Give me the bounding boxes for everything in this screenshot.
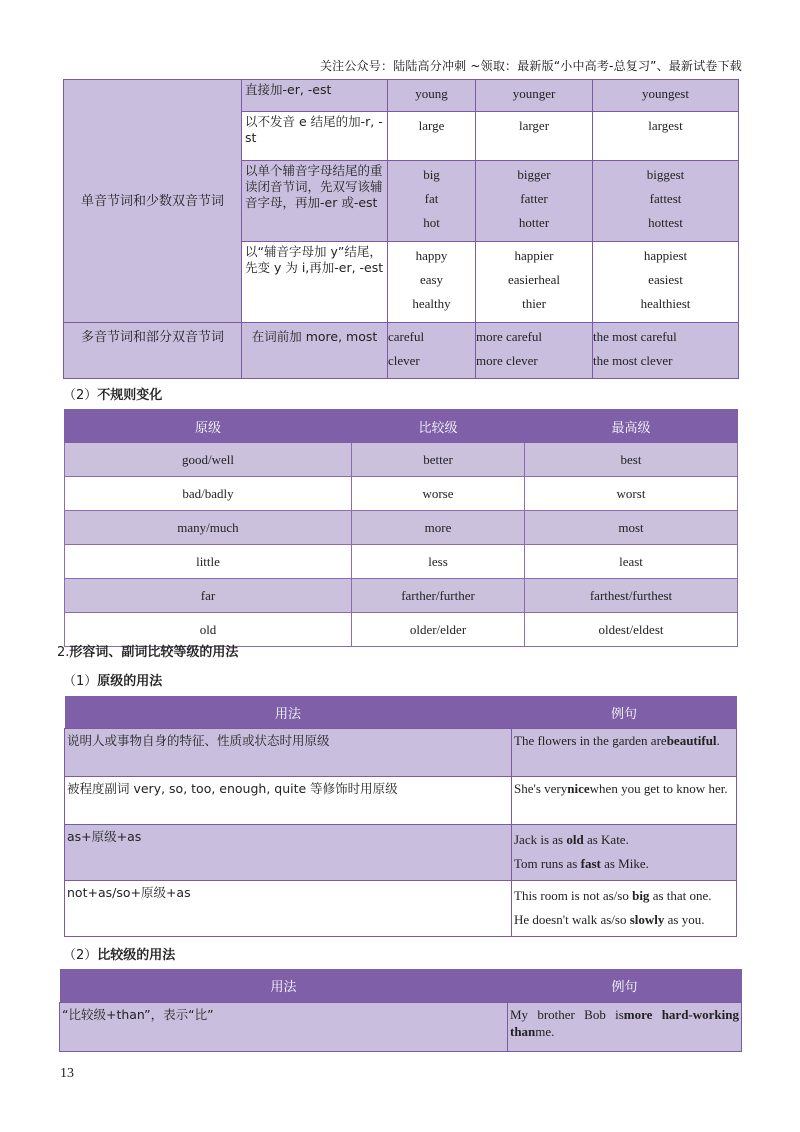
table-cell: many/much: [65, 511, 352, 545]
column-header: 最高级: [525, 410, 738, 443]
column-header: 用法: [65, 696, 512, 729]
usage-cell: 说明人或事物自身的特征、性质或状态时用原级: [65, 729, 512, 777]
section-heading-usage: 2.形容词、副词比较等级的用法: [57, 645, 239, 660]
example-cell: This room is not as/so big as that one. He doesn't walk as/so slowly as you.: [512, 881, 737, 937]
example-cell: Jack is as old as Kate. Tom runs as fast as Mike.: [512, 825, 737, 881]
regular-forms-table: [63, 79, 739, 379]
page-number: 13: [60, 1066, 74, 1081]
section-heading-comparative: （2）比较级的用法: [63, 948, 176, 963]
table-cell: better: [352, 443, 525, 477]
positive-usage-table: [64, 696, 737, 937]
column-header: 原级: [65, 410, 352, 443]
section-heading-positive: （1）原级的用法: [63, 674, 163, 689]
usage-cell: as+原级+as: [65, 825, 512, 881]
table-row: [65, 477, 738, 511]
table-cell: best: [525, 443, 738, 477]
table-cell: farthest/furthest: [525, 579, 738, 613]
section-heading-irregular: （2）不规则变化: [63, 388, 163, 403]
superlative-cell: largest: [593, 112, 739, 161]
irregular-forms-table: [64, 409, 738, 647]
rule-cell: 以单个辅音字母结尾的重读闭音节词，先双写该辅音字母，再加-er 或-est: [242, 161, 388, 242]
table-cell: old: [65, 613, 352, 647]
group-label-monosyllabic: 单音节词和少数双音节词: [64, 80, 242, 323]
rule-cell: 直接加-er, -est: [242, 80, 388, 112]
table-cell: worse: [352, 477, 525, 511]
rule-cell: 以“辅音字母加 y”结尾，先变 y 为 i,再加-er, -est: [242, 242, 388, 323]
base-cell: careful clever: [388, 323, 476, 379]
table-header-row: [60, 969, 742, 1003]
example-cell: My brother Bob ismore hard-working thanme.: [508, 1003, 742, 1052]
base-cell: big fat hot: [388, 161, 476, 242]
example-cell: She's verynicewhen you get to know her.: [512, 777, 737, 825]
usage-cell: 被程度副词 very, so, too, enough, quite 等修饰时用原级: [65, 777, 512, 825]
table-header-row: [65, 410, 738, 443]
table-row: [64, 80, 739, 112]
table-header-row: [65, 696, 737, 729]
table-cell: far: [65, 579, 352, 613]
table-cell: less: [352, 545, 525, 579]
table-row: [65, 777, 737, 825]
table-cell: more: [352, 511, 525, 545]
group-label-polysyllabic: 多音节词和部分双音节词: [64, 323, 242, 379]
table-cell: farther/further: [352, 579, 525, 613]
table-row: [65, 729, 737, 777]
table-row: [60, 1003, 742, 1052]
usage-cell: not+as/so+原级+as: [65, 881, 512, 937]
superlative-cell: biggest fattest hottest: [593, 161, 739, 242]
base-cell: young: [388, 80, 476, 112]
superlative-cell: the most careful the most clever: [593, 323, 739, 379]
table-cell: little: [65, 545, 352, 579]
comparative-cell: happier easierheal thier: [476, 242, 593, 323]
comparative-cell: bigger fatter hotter: [476, 161, 593, 242]
table-cell: oldest/eldest: [525, 613, 738, 647]
column-header: 用法: [60, 969, 508, 1003]
comparative-cell: more careful more clever: [476, 323, 593, 379]
page-header: 关注公众号：陆陆高分冲刺 ~领取：最新版“小中高考-总复习”、最新试卷下载: [319, 59, 742, 73]
column-header: 比较级: [352, 410, 525, 443]
table-cell: bad/badly: [65, 477, 352, 511]
column-header: 例句: [512, 696, 737, 729]
superlative-cell: youngest: [593, 80, 739, 112]
column-header: 例句: [508, 969, 742, 1003]
comparative-cell: larger: [476, 112, 593, 161]
table-row: [65, 579, 738, 613]
base-cell: happy easy healthy: [388, 242, 476, 323]
table-row: [65, 545, 738, 579]
base-cell: large: [388, 112, 476, 161]
rule-cell: 以不发音 e 结尾的加-r, -st: [242, 112, 388, 161]
comparative-cell: younger: [476, 80, 593, 112]
table-row: [65, 881, 737, 937]
table-row: [65, 511, 738, 545]
comparative-usage-table: [59, 969, 742, 1052]
table-row: [65, 825, 737, 881]
table-cell: most: [525, 511, 738, 545]
usage-cell: “比较级+than”，表示“比”: [60, 1003, 508, 1052]
table-cell: good/well: [65, 443, 352, 477]
table-cell: least: [525, 545, 738, 579]
superlative-cell: happiest easiest healthiest: [593, 242, 739, 323]
table-cell: worst: [525, 477, 738, 511]
table-cell: older/elder: [352, 613, 525, 647]
rule-cell: 在词前加 more, most: [242, 323, 388, 379]
table-row: [64, 323, 739, 379]
example-cell: The flowers in the garden arebeautiful.: [512, 729, 737, 777]
table-row: [65, 443, 738, 477]
